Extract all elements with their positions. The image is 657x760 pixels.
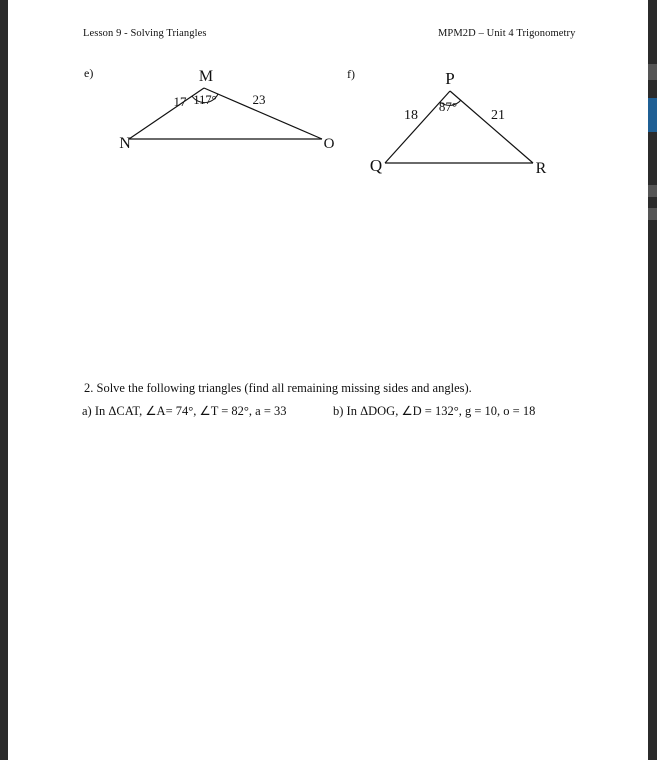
- right-panel-edge: [648, 0, 657, 760]
- triangle-mno: [108, 60, 348, 160]
- vertex-o: O: [323, 136, 335, 152]
- vertex-p: P: [445, 69, 455, 88]
- question-2-title: 2. Solve the following triangles (find all remaining missing sides and angles).: [84, 381, 472, 395]
- side-pr-length: 21: [491, 108, 505, 123]
- angle-m-value: 117°: [193, 93, 217, 107]
- vertex-r: R: [535, 160, 547, 177]
- right-edge-marker: [648, 64, 657, 80]
- vertex-q: Q: [369, 156, 383, 175]
- page-header-unit: MPM2D – Unit 4 Trigonometry: [438, 28, 576, 39]
- figure-e-label: e): [84, 66, 94, 80]
- angle-p-value: 87°: [438, 99, 458, 114]
- right-edge-marker: [648, 208, 657, 220]
- left-panel-edge: [0, 0, 8, 760]
- triangle-pqr: [363, 60, 563, 185]
- right-edge-marker: [648, 185, 657, 197]
- question-2-part-b: b) In ΔDOG, ∠D = 132°, g = 10, o = 18: [333, 404, 536, 418]
- document-page: [8, 0, 648, 760]
- side-mn-length: 17: [173, 94, 187, 109]
- side-pq-length: 18: [404, 108, 418, 123]
- vertex-m: M: [198, 68, 214, 85]
- right-edge-highlight: [648, 98, 657, 132]
- side-pr: [450, 91, 533, 163]
- page-header-lesson: Lesson 9 - Solving Triangles: [83, 28, 207, 39]
- side-mo-length: 23: [252, 92, 266, 107]
- vertex-n: N: [119, 135, 131, 152]
- question-2-part-a: a) In ΔCAT, ∠A= 74°, ∠T = 82°, a = 33: [82, 404, 287, 418]
- figure-f-label: f): [347, 67, 355, 81]
